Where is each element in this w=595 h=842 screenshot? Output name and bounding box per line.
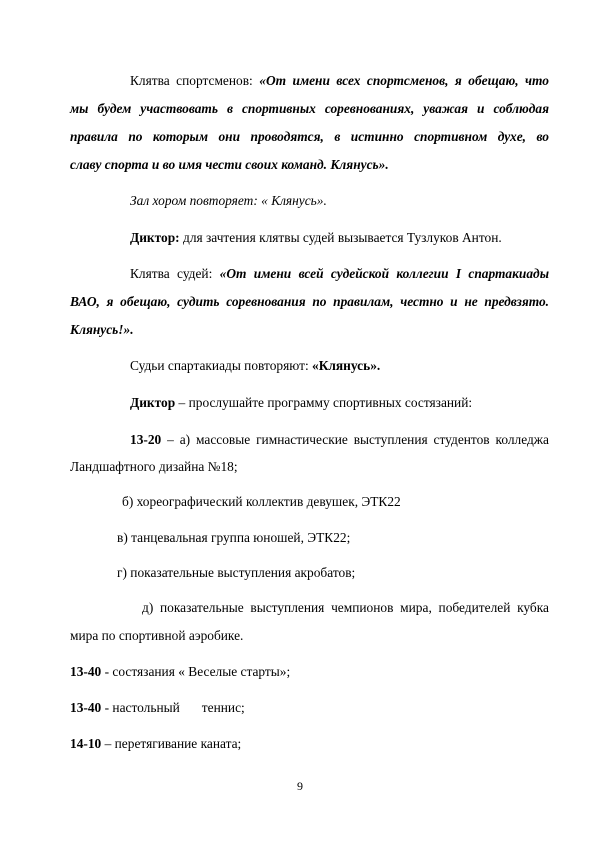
program-item-v: в) танцевальная группа юношей, ЭТК22; [117, 530, 351, 545]
oath-athletes-line-2: мы будем участвовать в спортивных соревнованиях, уважая и соблюдая [70, 101, 549, 116]
program-table-tennis-text-b: теннис; [201, 700, 245, 715]
program-item-a-text: – а) массовые гимнастические выступления студентов колледжа [161, 432, 549, 447]
program-item-b: б) хореографический коллектив девушек, ЭТК22 [122, 494, 401, 509]
program-time-3: 13-40 [70, 700, 102, 715]
hall-repeat: Зал хором повторяет: « Клянусь». [130, 193, 327, 208]
program-relay [70, 664, 290, 680]
program-item-a-line-2: Ландшафтного дизайна №18; [70, 459, 238, 474]
announcer-program-label: Диктор [130, 395, 176, 410]
program-table-tennis [70, 700, 245, 716]
announcer-label: Диктор: [130, 230, 180, 245]
program-table-tennis-text-a: - настольный [101, 700, 180, 715]
program-time-1: 13-20 [130, 432, 162, 447]
oath-judges-line-1 [130, 266, 549, 282]
oath-athletes-line-1 [130, 73, 549, 89]
oath-judges-line-2: ВАО, я обещаю, судить соревнования по правилам, честно и не предвзято. [70, 294, 549, 309]
announcer-judges [130, 230, 502, 246]
program-relay-text: - состязания « Веселые старты»; [101, 664, 291, 679]
program-item-d-line-1: д) показательные выступления чемпионов мира, победителей кубка [142, 600, 549, 615]
program-rope [70, 736, 241, 752]
oath-athletes-line-3: правила по которым они проводятся, в истинно спортивном духе, во [70, 129, 549, 144]
program-item-d-line-2: мира по спортивной аэробике. [70, 628, 244, 643]
oath-judges-intro: Клятва судей: [130, 266, 220, 281]
program-time-4: 14-10 [70, 736, 102, 751]
announcer-program [130, 395, 472, 411]
page-number: 9 [297, 779, 303, 793]
judges-repeat-quote: «Клянусь». [312, 358, 381, 373]
program-rope-text: – перетягивание каната; [101, 736, 242, 751]
program-item-a-line-1 [130, 432, 549, 448]
oath-athletes-line-4: славу спорта и во имя чести своих команд. Клянусь». [70, 157, 389, 172]
oath-judges-line-3: Клянусь!». [70, 322, 134, 337]
oath-athletes-intro: Клятва спортсменов: [130, 73, 260, 88]
announcer-program-text: – прослушайте программу спортивных состязаний: [175, 395, 473, 410]
announcer-judges-text: для зачтения клятвы судей вызывается Тузлуков Антон. [179, 230, 502, 245]
program-item-g: г) показательные выступления акробатов; [117, 565, 356, 580]
oath-judges-quote-start: «От имени всей судейской коллегии I спартакиады [219, 266, 549, 281]
judges-repeat [130, 358, 380, 374]
oath-athletes-quote-start: «От имени всех спортсменов, я обещаю, что [259, 73, 549, 88]
judges-repeat-text: Судьи спартакиады повторяют: [130, 358, 313, 373]
program-time-2: 13-40 [70, 664, 102, 679]
